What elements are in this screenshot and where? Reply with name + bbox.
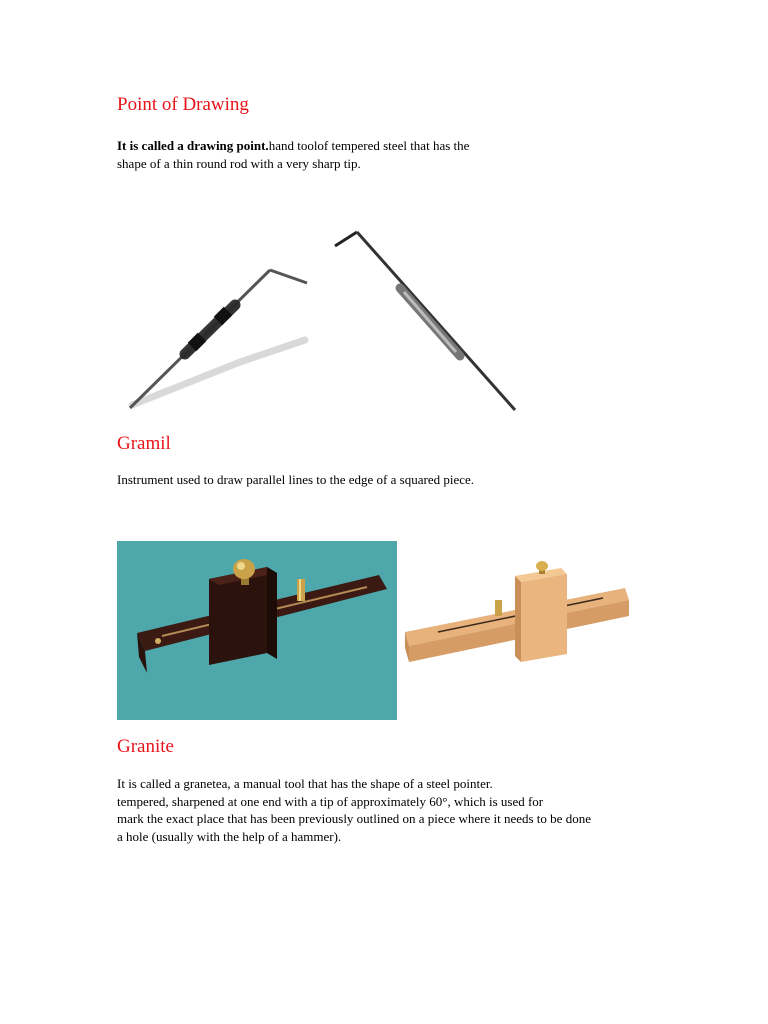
- description-line: [117, 137, 469, 155]
- description-line: a hole (usually with the help of a hammer).: [117, 828, 342, 844]
- granite-description: [117, 775, 591, 845]
- description-line: mark the exact place that has been previously outlined on a piece where it needs to be done: [117, 811, 591, 826]
- description-line-text: hand toolof tempered steel that has the: [268, 138, 470, 153]
- heading-point-of-drawing: Point of Drawing: [117, 94, 249, 115]
- heading-granite: Granite: [117, 736, 174, 757]
- description-line: Instrument used to draw parallel lines to the edge of a squared piece.: [117, 472, 475, 487]
- description-line: It is called a granetea, a manual tool that has the shape of a steel pointer.: [117, 776, 493, 791]
- heading-gramil: Gramil: [117, 433, 171, 454]
- gramil-description: [117, 471, 474, 489]
- description-line: tempered, sharpened at one end with a tip of approximately 60°, which is used for: [117, 793, 544, 809]
- scriber-image-left: [120, 250, 315, 415]
- point-of-drawing-description: [117, 137, 469, 172]
- bold-lead: It is called a drawing point.: [117, 138, 269, 153]
- marking-gauge-photo-beech: [403, 560, 630, 678]
- marking-gauge-photo-rosewood: [117, 541, 397, 720]
- scriber-image-right: [330, 228, 525, 416]
- description-line: shape of a thin round rod with a very sharp tip.: [117, 155, 361, 171]
